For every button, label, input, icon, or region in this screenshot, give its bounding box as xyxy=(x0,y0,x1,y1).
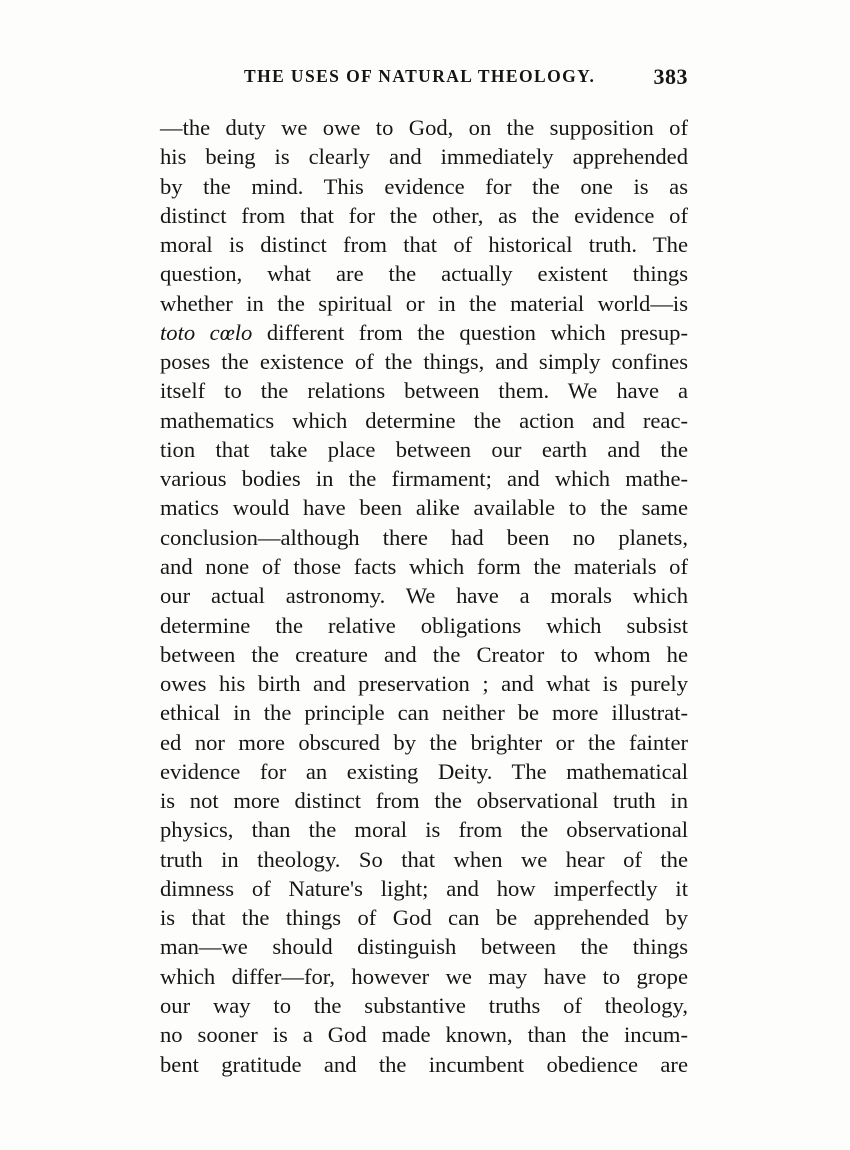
text-line: between the creature and the Creator to whom he xyxy=(160,641,688,667)
text-line: is not more distinct from the observational truth in xyxy=(160,788,688,814)
text-line: determine the relative obligations which subsist xyxy=(160,612,688,638)
text-line: by the mind. This evidence for the one is as xyxy=(160,173,688,199)
text-line: moral is distinct from that of historical truth. The xyxy=(160,232,688,258)
text-line: is that the things of God can be apprehended by xyxy=(160,905,688,931)
running-head xyxy=(160,64,688,94)
line-remainder: different from the question which presup- xyxy=(252,319,688,345)
text-line: his being is clearly and immediately apprehended xyxy=(160,144,688,170)
text-line: —the duty we owe to God, on the supposition of xyxy=(160,115,688,140)
text-line: ed nor more obscured by the brighter or the fainter xyxy=(160,729,688,755)
body-text xyxy=(160,113,688,1079)
text-line: whether in the spiritual or in the material world—is xyxy=(160,290,688,316)
text-line: our way to the substantive truths of theology, xyxy=(160,992,688,1018)
text-line: dimness of Nature's light; and how imperfectly it xyxy=(160,875,688,901)
page-number: 383 xyxy=(653,64,688,89)
text-line: which differ—for, however we may have to grope xyxy=(160,963,688,989)
text-line-italic-phrase xyxy=(160,318,688,347)
text-line: evidence for an existing Deity. The mathematical xyxy=(160,758,688,784)
text-line: ethical in the principle can neither be more illustrat- xyxy=(160,700,688,726)
text-line: matics would have been alike available to the same xyxy=(160,495,688,521)
text-line: distinct from that for the other, as the evidence of xyxy=(160,202,688,228)
text-line: our actual astronomy. We have a morals which xyxy=(160,583,688,609)
running-title: THE USES OF NATURAL THEOLOGY. xyxy=(244,66,596,86)
text-line: poses the existence of the things, and simply confines xyxy=(160,349,688,375)
text-line: mathematics which determine the action and reac- xyxy=(160,407,688,433)
text-line: owes his birth and preservation ; and what is purely xyxy=(160,671,688,697)
text-line: itself to the relations between them. We have a xyxy=(160,378,688,404)
italic-phrase: toto cœlo xyxy=(160,319,253,345)
text-line: conclusion—although there had been no planets, xyxy=(160,524,688,550)
text-line: and none of those facts which form the materials of xyxy=(160,553,688,579)
text-line: bent gratitude and the incumbent obedience are xyxy=(160,1051,688,1077)
text-line: tion that take place between our earth and the xyxy=(160,436,688,462)
text-line: physics, than the moral is from the observational xyxy=(160,817,688,843)
text-line: various bodies in the firmament; and which mathe- xyxy=(160,466,688,492)
text-line: man—we should distinguish between the things xyxy=(160,934,688,960)
text-line: no sooner is a God made known, than the incum- xyxy=(160,1022,688,1048)
text-line: question, what are the actually existent things xyxy=(160,261,688,287)
text-line: truth in theology. So that when we hear of the xyxy=(160,846,688,872)
